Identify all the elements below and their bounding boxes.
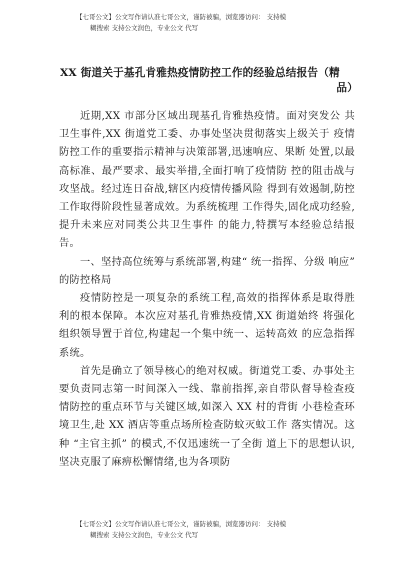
footer-banner-line-1: 【七哥公文】公文写作请认准七哥公文，谨防被骗，浏览器访问： 支持模 <box>76 520 287 528</box>
body-paragraph: 首先是确立了领导核心的绝对权威。街道党工委、办事处主要负责同志第一时间深入一线、靠前指挥,亲自带队督导检查疫情防控的重点环节与关键区域,如深入 XX 村的背街 小巷检查环境卫生,赴 XX 酒店等重点场所检查防蚊灭蚊工作 落实情况。这种 “主官主抓” 的模式,不仅迅速统一了全街 道上下的思想认识,坚决克服了麻痹松懈情绪,也为各项防 <box>59 365 355 468</box>
header-banner-line-2: 糊搜索 支持公文润色，专业公文 代写 <box>90 24 199 32</box>
title-line-2: 品） <box>336 82 358 94</box>
body-paragraph: 疫情防控是一项复杂的系统工程,高效的指挥体系是取得胜利的根本保障。本次应对基孔肯雅热疫情,XX 街道始终 将强化组织领导置于首位,构建起一个集中统一、运转高效 的应急指挥系统。 <box>59 293 355 359</box>
header-banner-line-1: 【七哥公文】公文写作请认准七哥公文，谨防被骗，浏览器访问： 支持模 <box>76 13 287 21</box>
document-title <box>60 66 360 96</box>
intro-paragraph: 近期,XX 市部分区域出现基孔肯雅热疫情。面对突发公 共卫生事件,XX 街道党工委、办事处坚决贯彻落实上级关于 疫情防控工作的重要指示精神与决策部署,迅速响应、果断 处置,以最高标准、最严要求、最实举措,全面打响了疫情防 控的阻击战与攻坚战。经过连日奋战,辖区内疫情传播风险 得到有效遏制,防控工作取得阶段性显著成效。为系统梳理 工作得失,固化成功经验,提升未来应对同类公共卫生事件 的能力,特撰写本经验总结报告。 <box>59 111 355 250</box>
section-heading-1: 一、坚持高位统筹与系统部署,构建“ 统一指挥、分级 响应” 的防控格局 <box>59 256 355 286</box>
title-line-1: XX 街道关于基孔肯雅热疫情防控工作的经验总结报告（精 <box>60 67 340 79</box>
document-body <box>59 108 355 472</box>
header-banner <box>76 12 376 34</box>
footer-banner-line-2: 糊搜索 支持公文润色，专业公文 代写 <box>90 531 199 539</box>
footer-banner <box>76 519 376 541</box>
